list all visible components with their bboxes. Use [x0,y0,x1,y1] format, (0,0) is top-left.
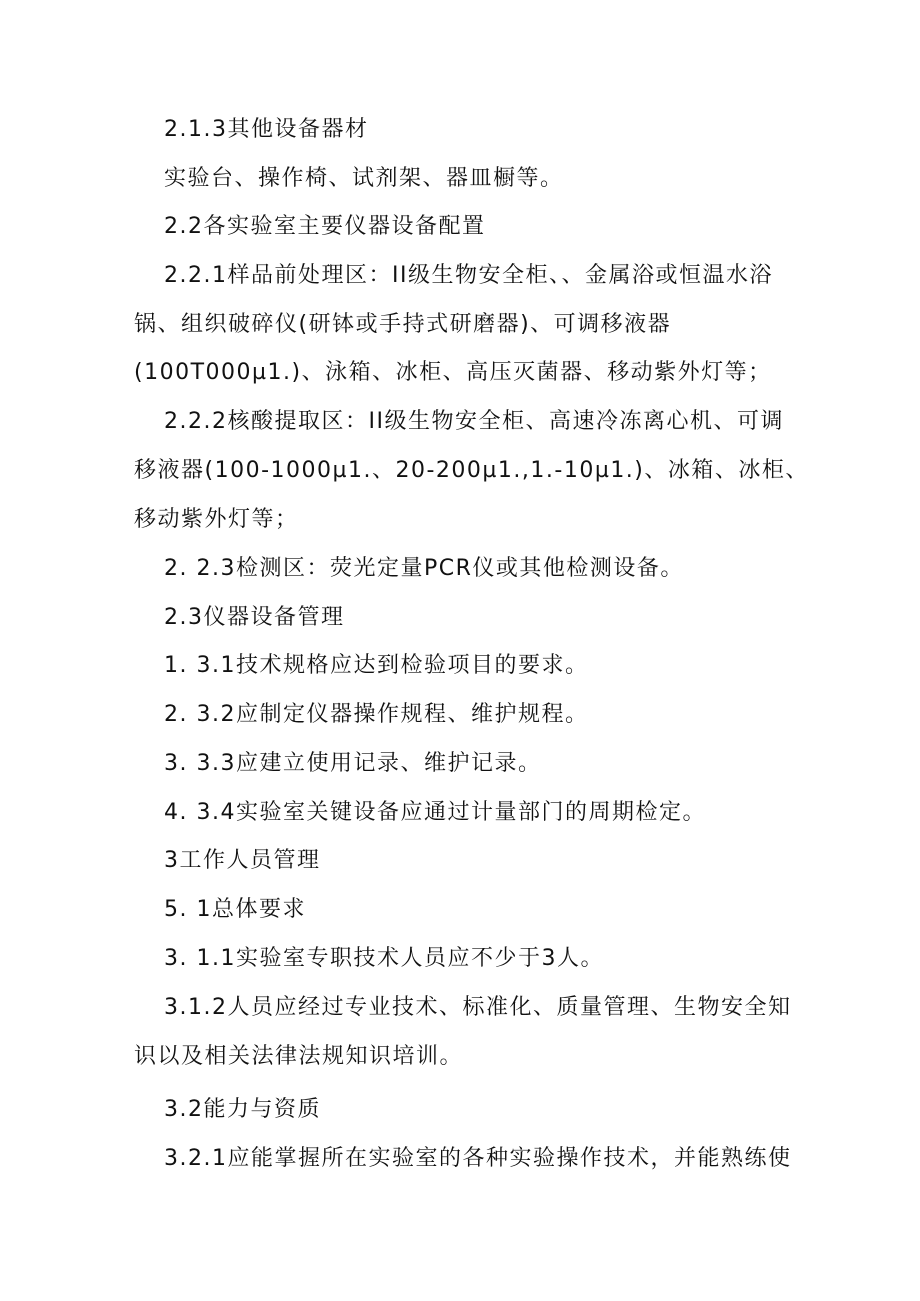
paragraph-line: 移液器(100-1000µ1.、20-200µ1.,1.-10µ1.)、冰箱、冰柜、 [134,458,809,483]
paragraph-line: 3. 1.1实验室专职技术人员应不少于3人。 [164,946,604,971]
heading-2-1-3: 2.1.3其他设备器材 [164,117,369,142]
paragraph-line: 移动紫外灯等； [134,507,299,532]
paragraph-line: 2.2.1样品前处理区：II级生物安全柜、、金属浴或恒温水浴 [164,263,773,288]
paragraph-line: 3.1.2人员应经过专业技术、标准化、质量管理、生物安全知 [164,995,792,1020]
paragraph-line: (100T000µ1.)、泳箱、冰柜、高压灭菌器、移动紫外灯等； [134,360,772,385]
heading-3-2: 3.2能力与资质 [164,1097,321,1122]
list-item: 4. 3.4实验室关键设备应通过计量部门的周期检定。 [164,800,706,825]
heading-2-3: 2.3仪器设备管理 [164,605,345,630]
heading-3-1: 5. 1总体要求 [164,897,306,922]
paragraph-line: 2. 2.3检测区：荧光定量PCR仪或其他检测设备。 [164,556,684,581]
paragraph-line: 识以及相关法律法规知识培训。 [134,1044,464,1069]
list-item: 3. 3.3应建立使用记录、维护记录。 [164,751,542,776]
heading-3: 3工作人员管理 [164,848,321,873]
list-item: 2. 3.2应制定仪器操作规程、维护规程。 [164,702,589,727]
paragraph-line: 3.2.1应能掌握所在实验室的各种实验操作技术，并能熟练使 [164,1146,792,1171]
paragraph-line: 锅、组织破碎仪(研钵或手持式研磨器)、可调移液器 [134,312,672,337]
paragraph-line: 2.2.2核酸提取区：II级生物安全柜、高速冷冻离心机、可调 [164,409,784,434]
heading-2-2: 2.2各实验室主要仪器设备配置 [164,214,486,239]
list-item: 1. 3.1技术规格应达到检验项目的要求。 [164,653,589,678]
paragraph-line: 实验台、操作椅、试剂架、器皿橱等。 [164,166,564,191]
